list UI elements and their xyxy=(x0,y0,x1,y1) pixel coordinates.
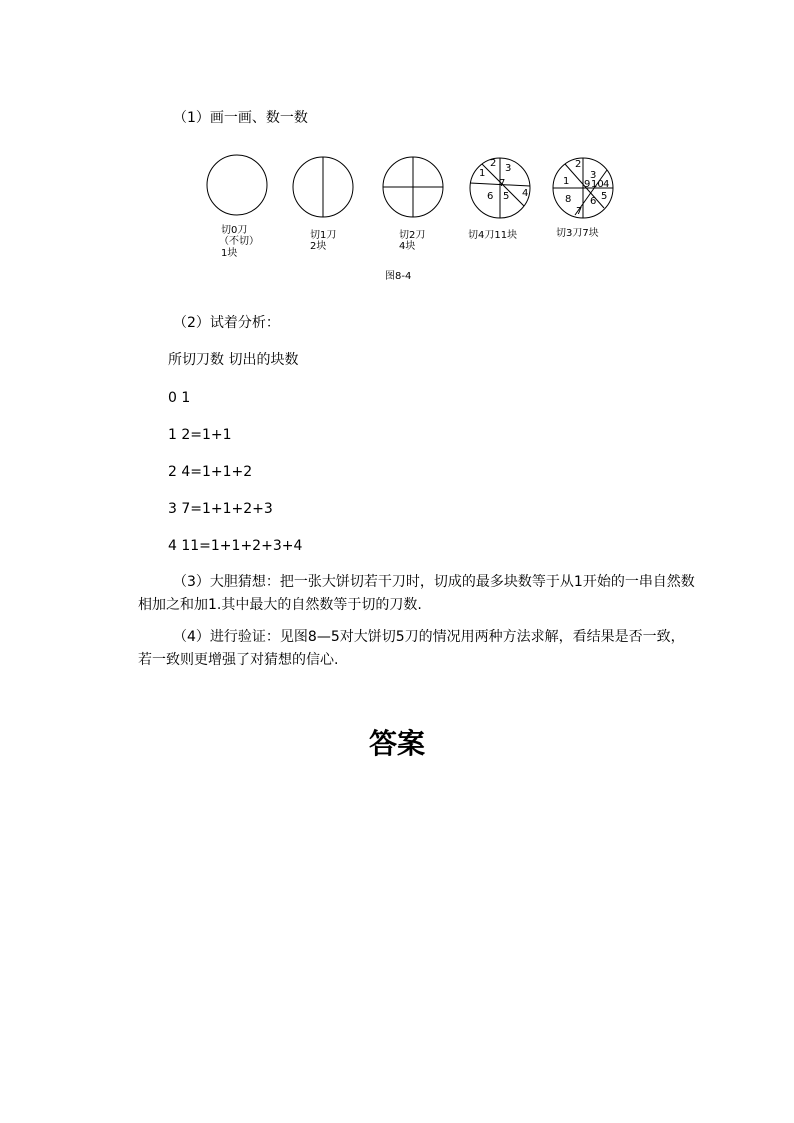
figure-8-4 xyxy=(0,0,794,300)
region-number: 8 xyxy=(565,194,572,205)
region-number: 4 xyxy=(603,179,610,190)
section2-heading: （2）试着分析： xyxy=(173,315,280,331)
circle-label: 4块 xyxy=(399,241,416,252)
region-number: 1 xyxy=(479,168,486,179)
section3-paragraph: （3）大胆猜想：把一张大饼切若干刀时，切成的最多块数等于从1开始的一串自然数相加之和加1.其中最大的自然数等于切的刀数. xyxy=(138,574,695,613)
figure-caption: 图8-4 xyxy=(385,271,412,282)
table-row: 3 7=1+1+2+3 xyxy=(168,501,273,517)
circle-label: 切2刀 xyxy=(399,230,426,241)
section4-paragraph: （4）进行验证：见图8—5对大饼切5刀的情况用两种方法求解，看结果是否一致，若一致则更增强了对猜想的信心. xyxy=(138,629,685,668)
region-number: 3 xyxy=(505,163,512,174)
table-row: 1 2=1+1 xyxy=(168,427,232,443)
region-number: 5 xyxy=(503,191,510,202)
table-row: 0 1 xyxy=(168,390,191,406)
section1-heading: （1）画一画、数一数 xyxy=(173,110,308,126)
table-row: 4 11=1+1+2+3+4 xyxy=(168,538,303,554)
table-row: 2 4=1+1+2 xyxy=(168,464,253,480)
region-number: 7 xyxy=(576,206,583,217)
region-number: 2 xyxy=(575,159,582,170)
circle-label: （不切） xyxy=(219,236,259,247)
region-number: 9 xyxy=(584,179,591,190)
region-number: 6 xyxy=(487,191,494,202)
circle-label: 切4刀11块 xyxy=(468,230,518,241)
circle-label: 切3刀7块 xyxy=(556,228,599,239)
region-number: 6 xyxy=(590,196,597,207)
circle-label: 切1刀 xyxy=(310,230,337,241)
answer-heading: 答案 xyxy=(368,727,425,760)
region-number: 5 xyxy=(601,191,608,202)
circle-label: 切0刀 xyxy=(221,225,248,236)
circle-label: 1块 xyxy=(221,248,238,259)
region-number: 10 xyxy=(591,179,604,190)
region-number: 1 xyxy=(563,176,570,187)
circle-label: 2块 xyxy=(310,241,327,252)
region-number: 7 xyxy=(499,178,506,189)
region-number: 4 xyxy=(522,188,529,199)
table-header: 所切刀数 切出的块数 xyxy=(168,352,299,368)
region-number: 2 xyxy=(490,158,497,169)
cake-circle-0-cuts xyxy=(207,155,267,215)
region-number: 3 xyxy=(590,170,597,181)
